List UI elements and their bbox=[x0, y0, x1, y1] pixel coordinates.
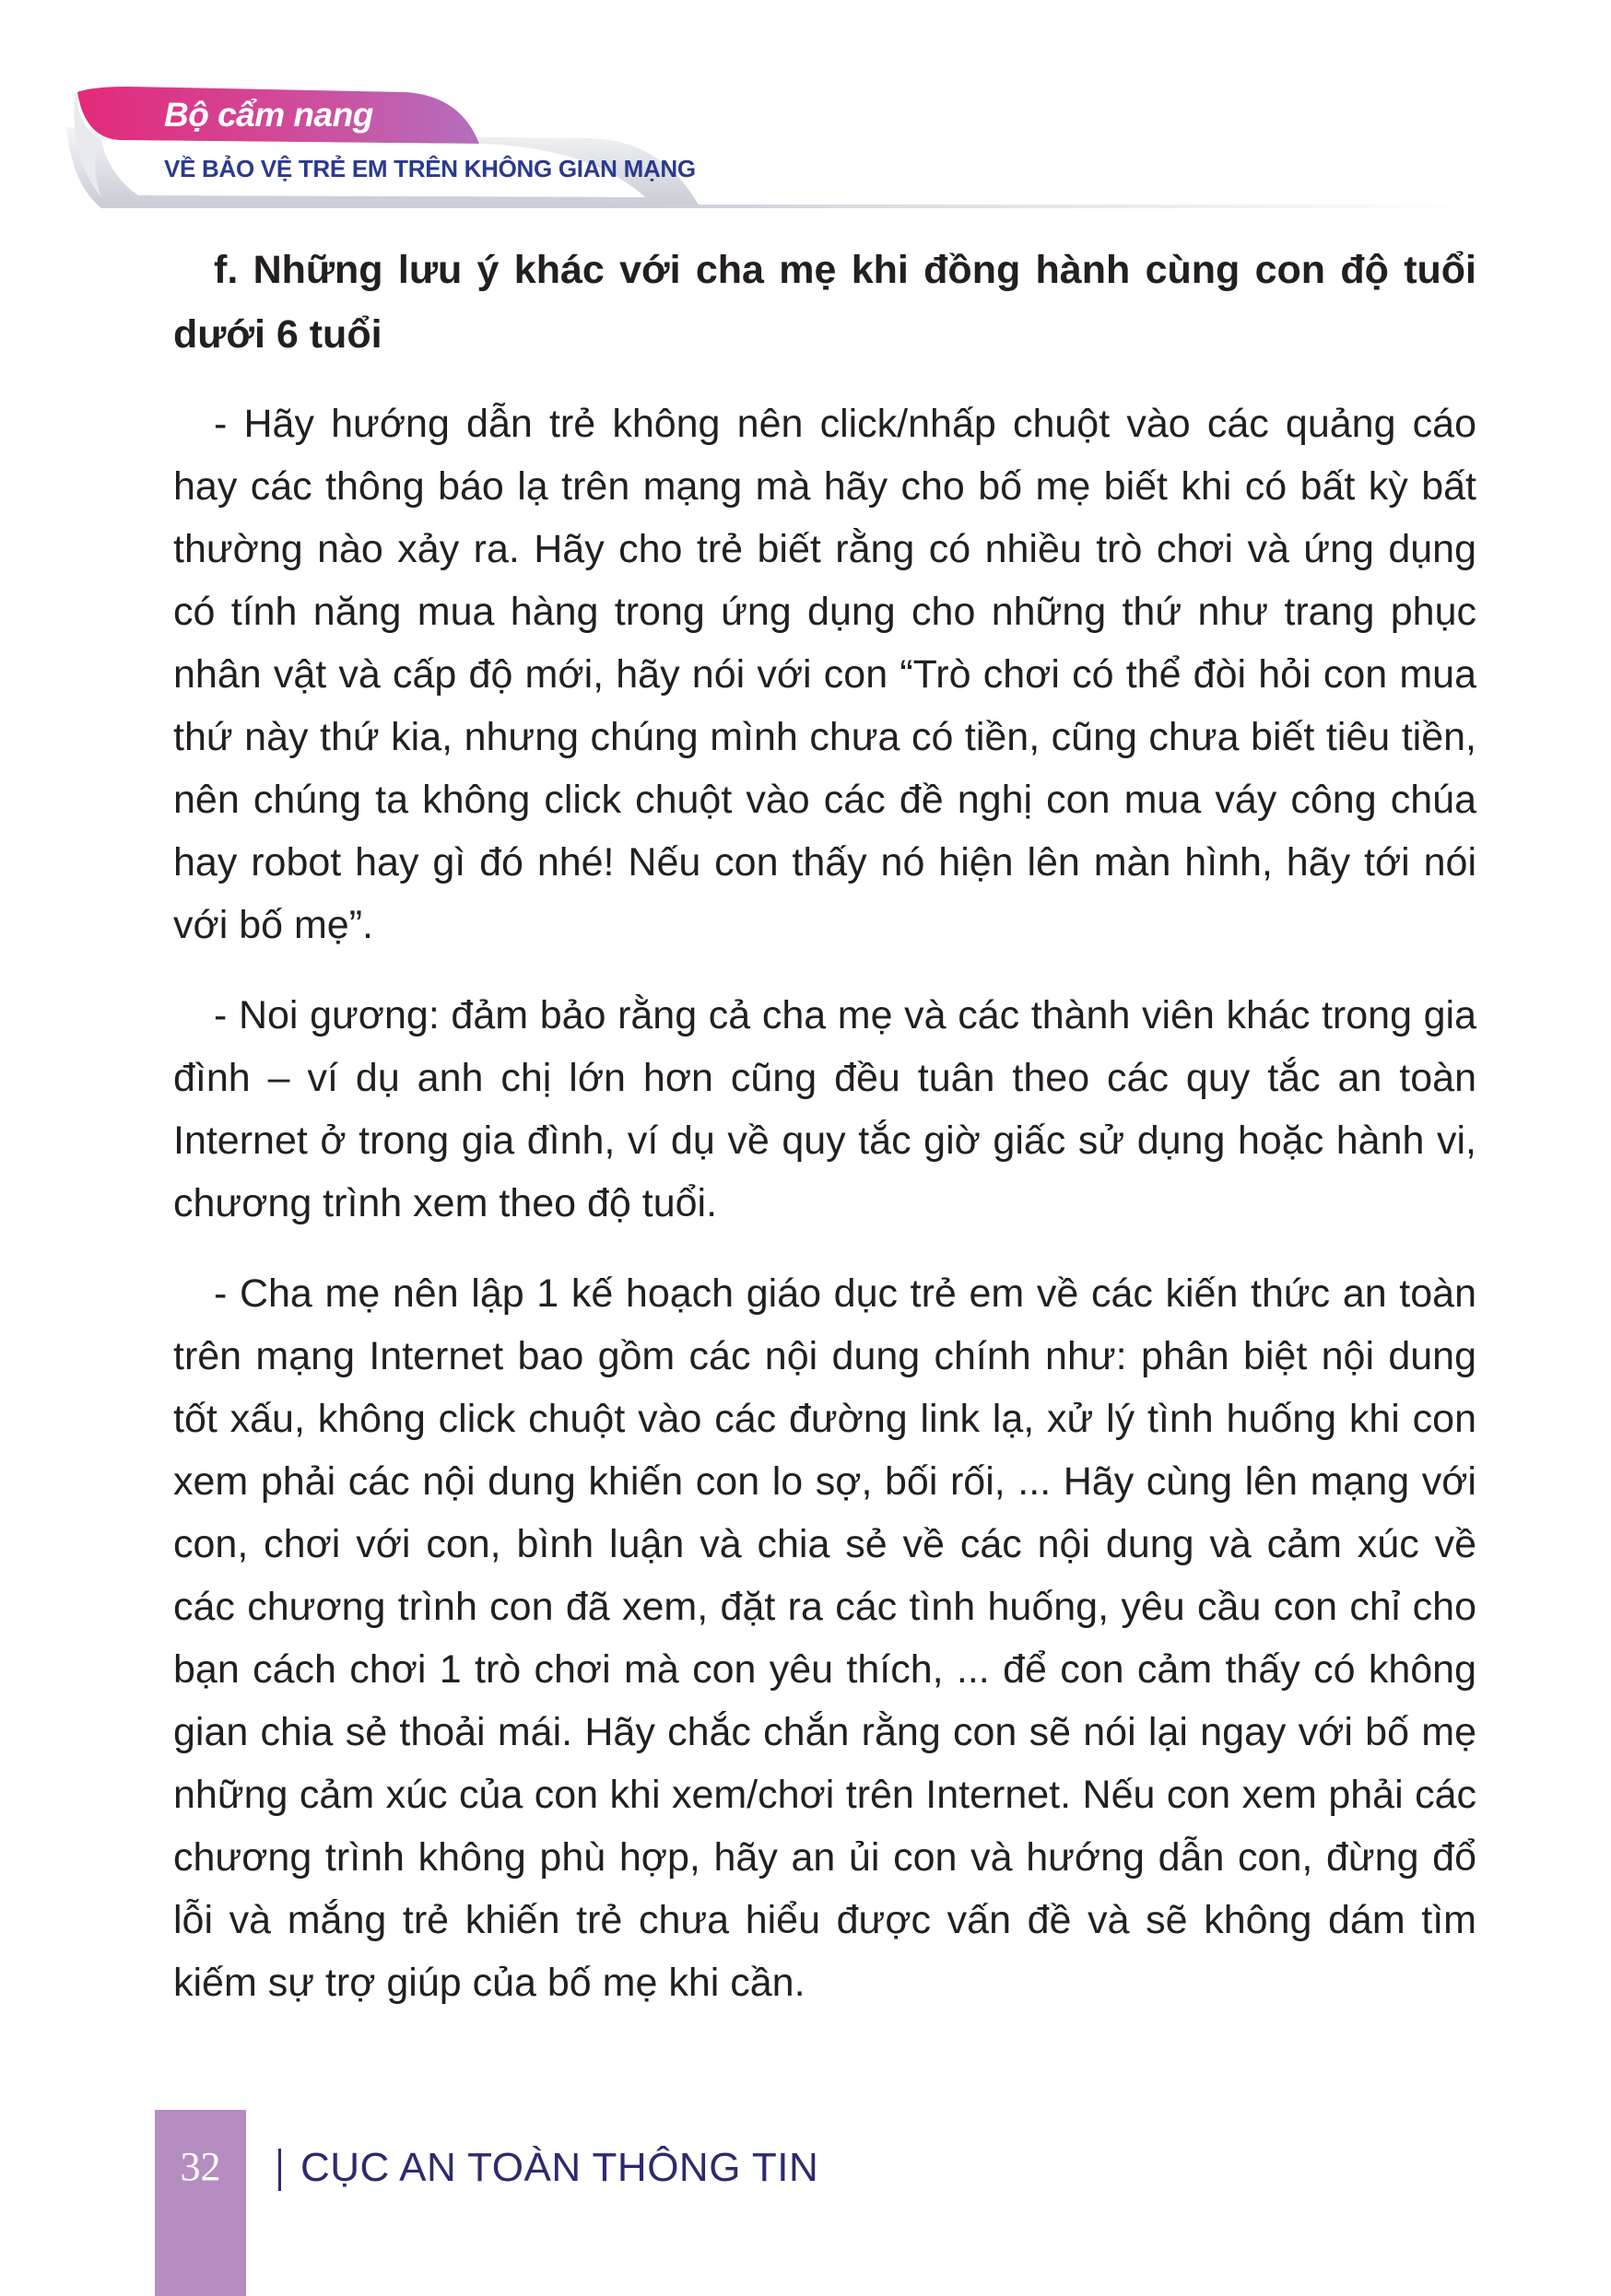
paragraph-role-model: - Noi gương: đảm bảo rằng cả cha mẹ và các thành viên khác trong gia đình – ví dụ anh chị lớn hơn cũng đều tuân theo các quy tắc an toàn Internet ở trong gia đình, ví dụ về quy tắc giờ giấc sử dụng hoặc hành vi, chương trình xem theo độ tuổi. bbox=[173, 993, 1476, 1225]
footer-color-bar bbox=[155, 2110, 246, 2296]
paragraph-education-plan: - Cha mẹ nên lập 1 kế hoạch giáo dục trẻ em về các kiến thức an toàn trên mạng Internet bao gồm các nội dung chính như: phân biệt nội dung tốt xấu, không click chuột vào các đường link lạ, xử lý tình huống khi con xem phải các nội dung khiến con lo sợ, bối rối, ... Hãy cùng lên mạng với con, chơi với con, bình luận và chia sẻ về các nội dung và cảm xúc về các chương trình con đã xem, đặt ra các tình huống, yêu cầu con chỉ cho bạn cách chơi 1 trò chơi mà con yêu thích, ... để con cảm thấy có không gian chia sẻ thoải mái. Hãy chắc chắn rằng con sẽ nói lại ngay với bố mẹ những cảm xúc của con khi xem/chơi trên Internet. Nếu con xem phải các chương trình không phù hợp, hãy an ủi con và hướng dẫn con, đừng đổ lỗi và mắng trẻ khiến trẻ chưa hiểu được vấn đề và sẽ không dám tìm kiếm sự trợ giúp của bố mẹ khi cần. bbox=[173, 1271, 1476, 2005]
header-book-subtitle: VỀ BẢO VỆ TRẺ EM TRÊN KHÔNG GIAN MẠNG bbox=[164, 155, 696, 182]
section-title: f. Những lưu ý khác với cha mẹ khi đồng hành cùng con độ tuổi dưới 6 tuổi bbox=[173, 248, 1476, 357]
header-series-title: Bộ cẩm nang bbox=[164, 96, 373, 134]
paragraph-ads-warning: - Hãy hướng dẫn trẻ không nên click/nhấp chuột vào các quảng cáo hay các thông báo lạ trên mạng mà hãy cho bố mẹ biết khi có bất kỳ bất thường nào xảy ra. Hãy cho trẻ biết rằng có nhiều trò chơi và ứng dụng có tính năng mua hàng trong ứng dụng cho những thứ như trang phục nhân vật và cấp độ mới, hãy nói với con “Trò chơi có thể đòi hỏi con mua thứ này thứ kia, nhưng chúng mình chưa có tiền, cũng chưa biết tiêu tiền, nên chúng ta không click chuột vào các đề nghị con mua váy công chúa hay robot hay gì đó nhé! Nếu con thấy nó hiện lên màn hình, hãy tới nói với bố mẹ”. bbox=[173, 402, 1476, 947]
footer-organization: CỤC AN TOÀN THÔNG TIN bbox=[300, 2145, 819, 2190]
footer-divider bbox=[278, 2149, 281, 2191]
page-number: 32 bbox=[180, 2144, 221, 2189]
page-content bbox=[173, 238, 1476, 2042]
header-banner bbox=[0, 0, 1611, 230]
